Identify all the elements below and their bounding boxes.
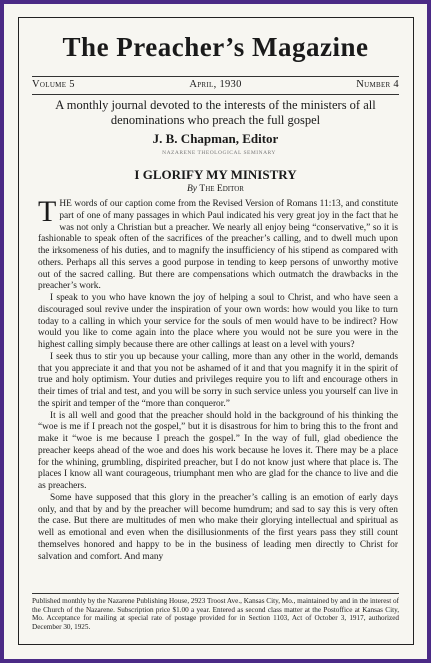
- publication-notice: Published monthly by the Nazarene Publishing House, 2923 Troost Ave., Kansas City, Mo., maintained by and in the interest of the Church of the Nazarene. Subscription price $1.00 a year. Entered as second class matter at the Postoffice at Kansas City, Mo. Acceptance for mailing at special rate of postage provided for in Section 1103, Act of October 3, 1917, authorized December 30, 1925.: [32, 593, 399, 631]
- article-title: I GLORIFY MY MINISTRY: [134, 167, 297, 182]
- volume-label: Volume 5: [32, 79, 75, 90]
- journal-subtitle: A monthly journal devoted to the interests of the ministers of all denominations who preach the full gospel: [55, 98, 376, 127]
- issue-info-bar: [32, 76, 399, 95]
- editor-line: J. B. Chapman, Editor: [152, 131, 279, 146]
- article-body: [38, 199, 398, 587]
- byline-prefix: By: [187, 184, 198, 194]
- article-byline: [4, 184, 427, 194]
- byline-author: The Editor: [199, 184, 244, 194]
- magazine-page: [4, 4, 427, 659]
- issue-number: Number 4: [356, 79, 399, 90]
- library-stamp: NAZARENE THEOLOGICAL SEMINARY: [162, 150, 276, 156]
- article-paragraph: It is all well and good that the preacher should hold in the background of his thinking the “woe is me if I preach not the gospel,” but it is disastrous for him to bring this to the front and make it “woe is me because I preach the gospel.” In the way of full, glad obedience the preacher keeps ahead of the woe and does his work because he loves it. There may be a place for the whining, grumbling, dispirited preacher, but I do not know just where that place is. The places I know all want courageous, triumphant men who are glad for the chance to live and die as preachers.: [38, 410, 398, 491]
- article-paragraph: I seek thus to stir you up because your calling, more than any other in the world, demands that you appreciate it and that you not be ashamed of it and that you magnify it in the spirit of true and holy optimism. Your duties and privileges require you to lift and encourage others in their times of trial and test, and you will be sorry in such service unless you yourself can live in the spirit and temper of the “more than conqueror.”: [38, 351, 398, 409]
- masthead-title: The Preacher’s Magazine: [62, 32, 369, 62]
- article-paragraph: I speak to you who have known the joy of helping a soul to Christ, and who have seen a discouraged soul revive under the inspiration of your own words: how would you like to turn today to a calling in which your service for the souls of men would have to be indirect? How would you like to come again into the place where you would not be sure you were in the highest calling simply because there are other callings at least on a level with yours?: [38, 293, 398, 350]
- article-paragraph: Some have supposed that this glory in the preacher’s calling is an emotion of early days only, and that by and by the preacher will become humdrum; and sad to say this is very often the case. But there are multitudes of men who make their glorying intellectual and spiritual as well as emotional and even when the disillusionments of the first years pass they still count themselves honored and happy to be in the business of leading men directly to Christ for salvation and comfort. And many: [38, 492, 398, 562]
- issue-date: April, 1930: [189, 79, 242, 90]
- article-paragraph: THE words of our caption come from the Revised Version of Romans 11:13, and constitute part of one of many passages in which Paul indicated his very great joy in the fact that he was not only a Christian but a preacher. We nearly all enjoy being “conservative,” so it is fashionable to speak often of the sacrifices of the preacher’s calling, and to dwell much upon the irksomeness of his duties, and to magnify the insufficiency of his stipend as compared with others. Perhaps all this serves a good purpose in tending to keep persons of unworthy motive out of the sacred calling. But there are compensations which outmatch the drawbacks in the preacher’s work.: [38, 199, 398, 292]
- drop-cap: T: [38, 199, 57, 228]
